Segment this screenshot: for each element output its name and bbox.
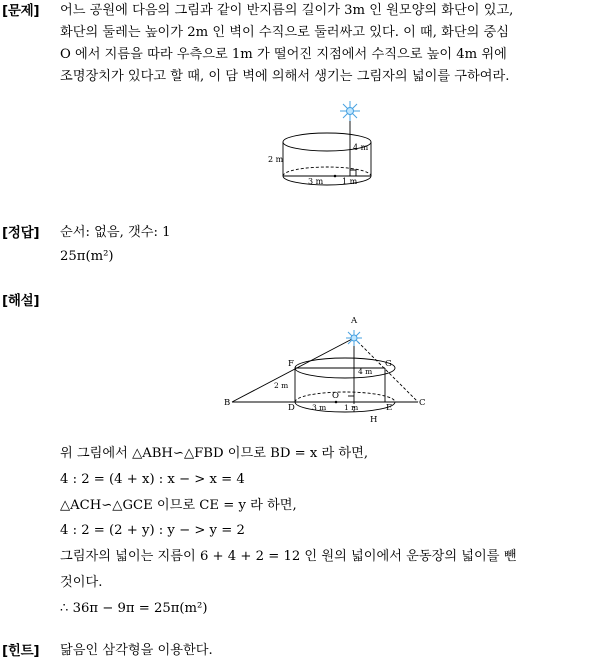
point-g-label: G	[385, 359, 392, 369]
solution-line: ∴ 36π − 9π = 25π(m²)	[60, 600, 208, 616]
answer-meta: 순서: 없음, 갯수: 1	[60, 225, 171, 240]
point-o-label: O	[332, 391, 339, 401]
solution-line: △ACH∽△GCE 이므로 CE = y 라 하면,	[60, 497, 297, 513]
fig1-height-label: 2 m	[268, 155, 284, 164]
problem-line: O 에서 지름을 따라 우측으로 1m 가 떨어진 지점에서 수직으로 높이 4m 위에	[60, 47, 507, 62]
problem-label: [문제]	[2, 3, 40, 19]
answer-value: 25π(m²)	[60, 249, 114, 264]
point-c-label: C	[419, 398, 426, 408]
hint-text: 닮음인 삼각형을 이용한다.	[60, 643, 213, 658]
solution-line: 것이다.	[60, 574, 103, 590]
fig2-radius-label: 3 m	[312, 403, 327, 412]
solution-line: 그림자의 넓이는 지름이 6 + 4 + 2 = 12 인 원의 넓이에서 운동장의 넓이를 뺀	[60, 549, 517, 565]
fig1-offset-label: 1 m	[342, 177, 358, 186]
solution-label: [해설]	[2, 293, 40, 309]
lamp-icon	[346, 330, 362, 346]
problem-line: 어느 공원에 다음의 그림과 같이 반지름의 길이가 3m 인 원모양의 화단이 있고,	[60, 3, 514, 18]
point-e-label: E	[386, 403, 393, 413]
point-d-label: D	[288, 403, 295, 413]
point-a-label: A	[351, 316, 358, 326]
fig2-lamp-label: 4 m	[358, 367, 373, 376]
fig1-radius-label: 3 m	[308, 177, 324, 186]
answer-label: [정답]	[2, 225, 40, 241]
problem-text	[60, 0, 586, 88]
solution-text	[60, 441, 586, 622]
point-f-label: F	[288, 359, 294, 369]
problem-figure	[262, 98, 392, 188]
base-back-arc	[295, 392, 395, 402]
solution-line: 4 : 2 = (4 + x) : x − > x = 4	[60, 471, 245, 487]
point-h-label: H	[370, 415, 378, 425]
hint-label: [힌트]	[2, 643, 40, 659]
problem-line: 화단의 둘레는 높이가 2m 인 벽이 수직으로 둘러싸고 있다. 이 때, 화단의 중심	[60, 25, 510, 40]
center-point	[334, 175, 337, 178]
fig2-offset-label: 1 m	[344, 403, 359, 412]
fig1-lamp-label: 4 m	[353, 143, 369, 152]
center-point-o	[335, 401, 338, 404]
solution-figure	[222, 312, 432, 428]
fig2-height-label: 2 m	[274, 381, 289, 390]
problem-line: 조명장치가 있다고 할 때, 이 담 벽에 의해서 생기는 그림자의 넓이를 구하여라.	[60, 69, 510, 84]
base-front-arc	[283, 176, 371, 185]
point-b-label: B	[224, 398, 231, 408]
base-back-arc	[283, 167, 371, 176]
solution-line: 위 그림에서 △ABH∽△FBD 이므로 BD = x 라 하면,	[60, 446, 369, 461]
solution-line: 4 : 2 = (2 + y) : y − > y = 2	[60, 523, 245, 539]
right-angle-mark	[350, 170, 356, 176]
lamp-icon	[340, 101, 360, 121]
